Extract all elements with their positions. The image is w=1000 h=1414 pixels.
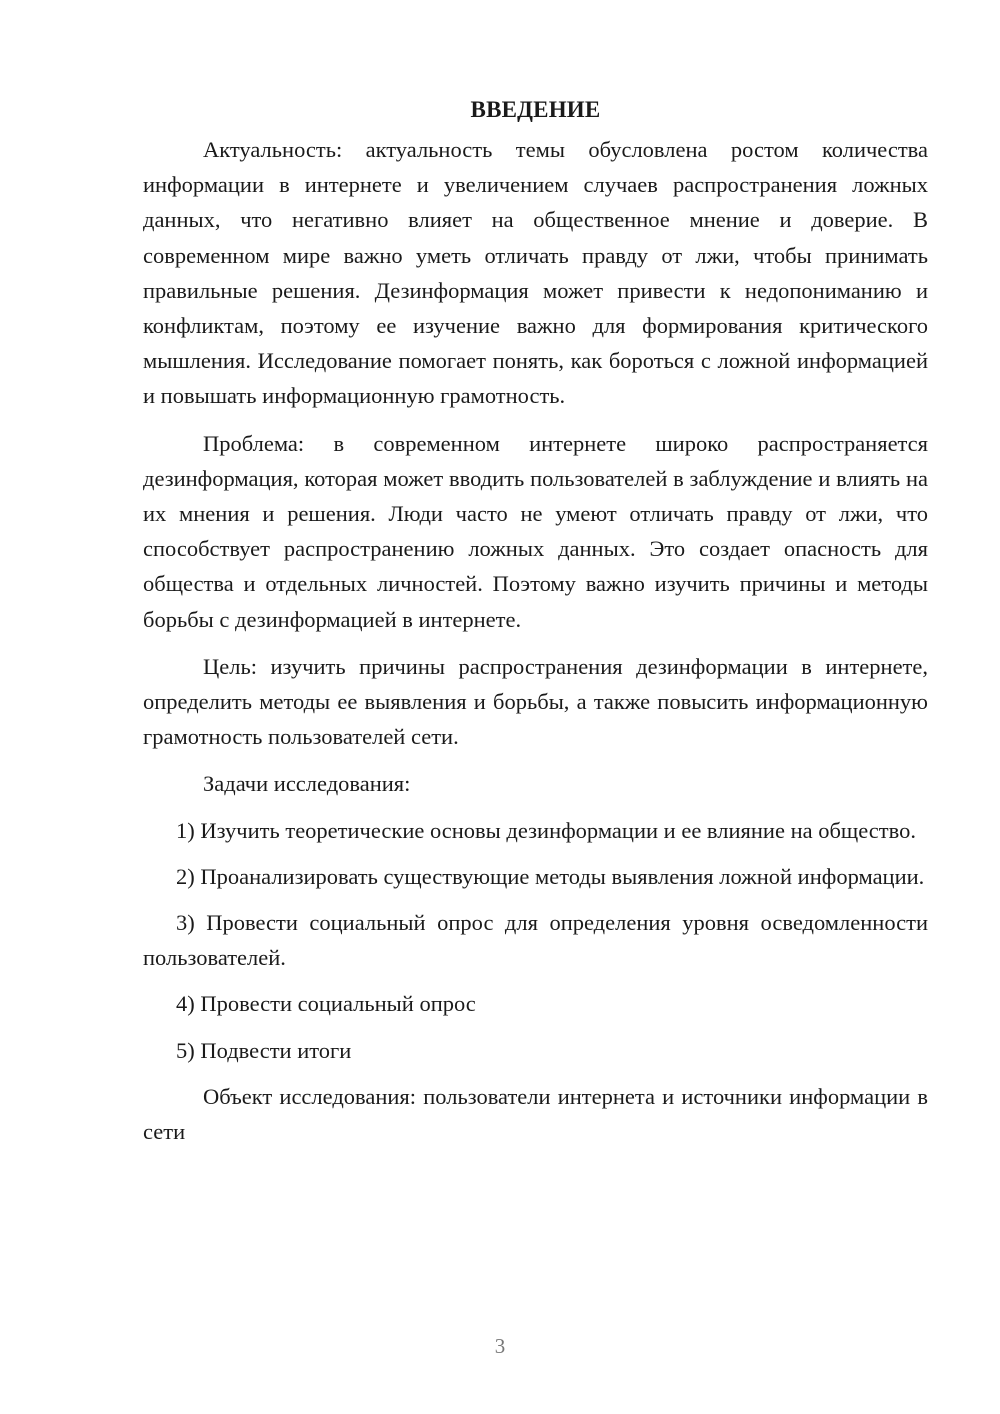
- task-item-1: 1) Изучить теоретические основы дезинформации и ее влияние на общество.: [176, 817, 916, 843]
- goal-paragraph: Цель: изучить причины распространения дезинформации в интернете, определить методы ее выявления и борьбы, а также повысить информационную грамотность пользователей сети.: [143, 653, 928, 750]
- task-item-2: 2) Проанализировать существующие методы выявления ложной информации.: [176, 863, 925, 889]
- tasks-title: Задачи исследования:: [203, 771, 411, 797]
- relevance-paragraph: Актуальность: актуальность темы обусловлена ростом количества информации в интернете и увеличением случаев распространения ложных данных, что негативно влияет на общественное мнение и доверие. В современном мире важно уметь отличать правду от лжи, чтобы принимать правильные решения. Дезинформация может привести к недопониманию и конфликтам, поэтому ее изучение важно для формирования критического мышления. Исследование помогает понять, как бороться с ложной информацией и повышать информационную грамотность.: [143, 137, 928, 409]
- problem-paragraph: Проблема: в современном интернете широко распространяется дезинформация, которая может вводить пользователей в заблуждение и влиять на их мнения и решения. Люди часто не умеют отличать правду от лжи, что способствует распространению ложных данных. Это создает опасность для общества и отдельных личностей. Поэтому важно изучить причины и методы борьбы с дезинформацией в интернете.: [143, 430, 928, 632]
- task-item-4: 4) Провести социальный опрос: [176, 991, 476, 1017]
- page-number: 3: [494, 1334, 506, 1358]
- object-paragraph: Объект исследования: пользователи интернета и источники информации в сети: [143, 1083, 928, 1145]
- task-item-3: 3) Провести социальный опрос для определения уровня осведомленности пользователей.: [143, 910, 928, 971]
- document-page: [143, 92, 928, 1149]
- section-heading: ВВЕДЕНИЕ: [470, 97, 601, 122]
- task-item-5: 5) Подвести итоги: [176, 1037, 352, 1063]
